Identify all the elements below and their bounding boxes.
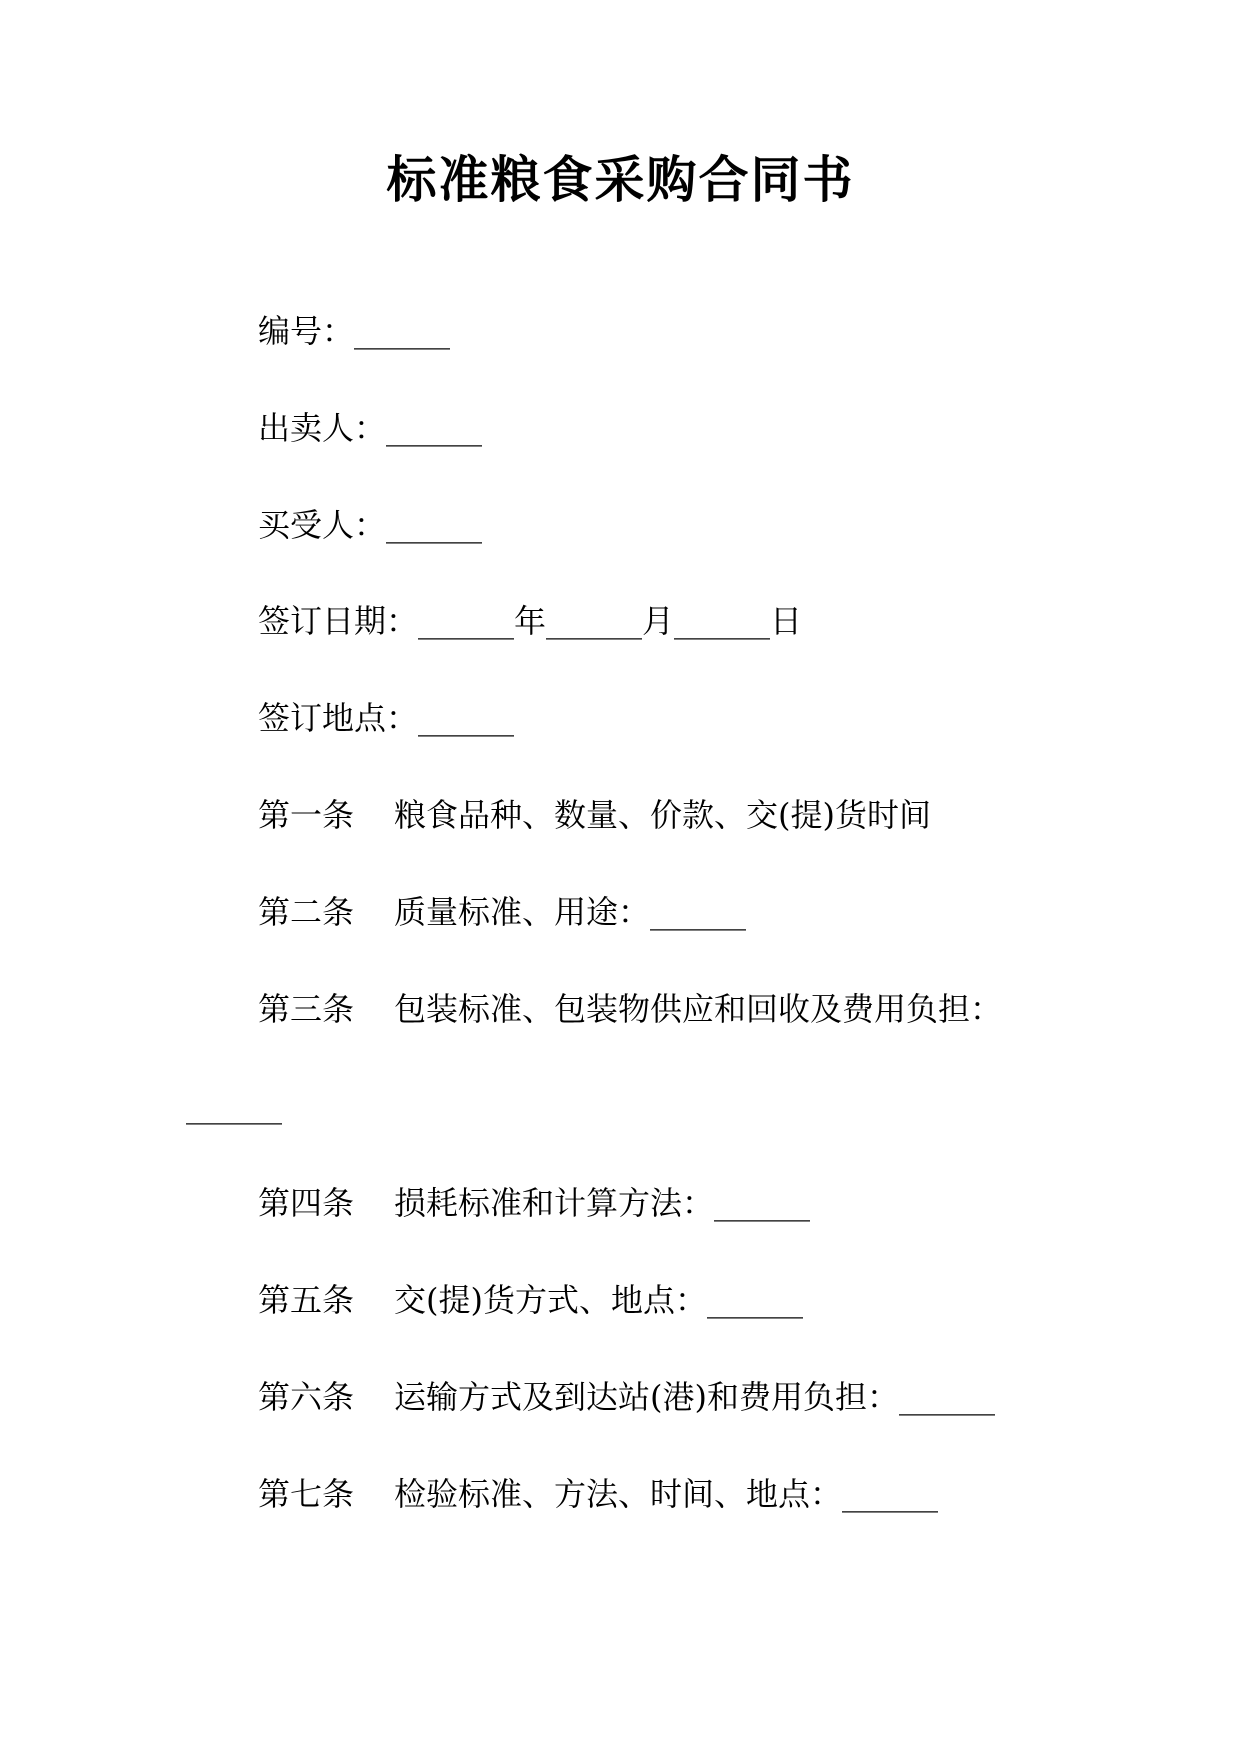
field-signing-date: 签订日期：______年______月______日 <box>258 602 803 640</box>
article-number: 第五条 <box>258 1281 355 1319</box>
document-title: 标准粮食采购合同书 <box>386 150 855 209</box>
article-text: 包装标准、包装物供应和回收及费用负担： <box>394 990 1003 1028</box>
article-5 <box>258 1280 803 1320</box>
article-number: 第二条 <box>258 893 355 931</box>
field-buyer: 买受人：______ <box>258 506 483 544</box>
article-7 <box>258 1474 938 1514</box>
article-number: 第四条 <box>258 1184 355 1222</box>
article-text: 质量标准、用途：______ <box>394 893 747 931</box>
article-1 <box>258 795 931 835</box>
article-6 <box>258 1377 995 1417</box>
article-text: 检验标准、方法、时间、地点：______ <box>394 1475 939 1513</box>
article-4 <box>258 1183 810 1223</box>
article-number: 第七条 <box>258 1475 355 1513</box>
article-number: 第六条 <box>258 1378 355 1416</box>
article-2 <box>258 892 746 932</box>
article-text: 粮食品种、数量、价款、交(提)货时间 <box>394 796 931 834</box>
field-signing-place: 签订地点：______ <box>258 699 515 737</box>
article-number: 第一条 <box>258 796 355 834</box>
article-3-continuation: ______ <box>186 1087 282 1125</box>
article-3 <box>258 989 1002 1029</box>
article-number: 第三条 <box>258 990 355 1028</box>
field-seller: 出卖人：______ <box>258 409 483 447</box>
article-text: 损耗标准和计算方法：______ <box>394 1184 811 1222</box>
article-text: 运输方式及到达站(港)和费用负担：______ <box>394 1378 995 1416</box>
article-text: 交(提)货方式、地点：______ <box>394 1281 803 1319</box>
field-contract-number: 编号：______ <box>258 312 451 350</box>
